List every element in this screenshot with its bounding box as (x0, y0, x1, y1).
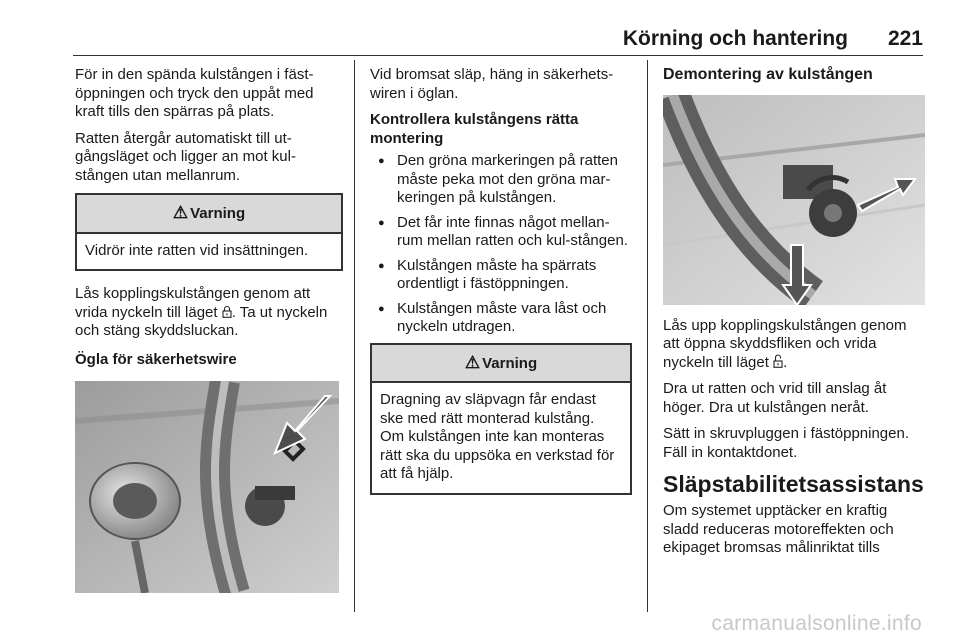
warning-box (75, 193, 343, 271)
warning-header (77, 195, 341, 234)
column-divider-1 (354, 60, 355, 612)
warning-triangle-icon: ⚠ (172, 203, 189, 222)
warning-text: Dragning av släpvagn får endast ske med rätt monterad kulstång. Om kulstången inte kan monteras rätt ska du uppsöka en verkstad för att få hjälp. (380, 391, 615, 482)
paragraph-text: Lås kopplingskulstången genom att vrida nyckeln till läget (75, 285, 311, 321)
paragraph: Ratten återgår automatiskt till ut-gångsläget och ligger an mot kul-stången utan mellanrum. (75, 129, 296, 184)
checklist (370, 152, 632, 337)
list-item: ● Kulstången måste vara låst och nyckeln utdragen. (370, 300, 632, 337)
list-item: ● Den gröna markeringen på ratten måste peka mot den gröna mar-keringen på kulstången. (370, 152, 632, 208)
paragraph-text: Lås upp kopplingskulstången genom att öppna skyddsfliken och vrida nyckeln till läget (663, 316, 907, 371)
paragraph: Sätt in skruvpluggen i fästöppningen. Fäll in kontaktdonet. (663, 425, 909, 461)
column-2 (370, 66, 632, 509)
section-heading: Släpstabilitetsassistans (663, 471, 924, 497)
page-number: 221 (887, 27, 923, 50)
photo-safety-wire-eyelet (75, 381, 339, 593)
list-item: ● Det får inte finnas något mellan-rum mellan ratten och kul-stången. (370, 214, 632, 251)
warning-triangle-icon: ⚠ (464, 352, 481, 372)
warning-title: Varning (190, 205, 246, 222)
subheading: Kontrollera kulstångens rätta montering (370, 111, 579, 147)
padlock-closed-icon (222, 305, 232, 318)
subheading: Demontering av kulstången (663, 66, 873, 83)
paragraph (663, 317, 927, 373)
paragraph (75, 285, 343, 341)
section-title: Körning och hantering (622, 27, 848, 50)
photo-ball-bar-removal (663, 95, 925, 305)
paragraph: För in den spända kulstången i fäst-öppningen och tryck den uppåt med kraft tills den spärras på plats. (75, 66, 314, 120)
header-rule (73, 55, 923, 56)
padlock-open-icon (773, 354, 783, 368)
paragraph: Dra ut ratten och vrid till anslag åt höger. Dra ut kulstången neråt. (663, 380, 887, 416)
column-3 (663, 66, 927, 566)
column-divider-2 (647, 60, 648, 612)
warning-box (370, 343, 632, 495)
column-1 (75, 66, 343, 593)
paragraph: Vid bromsat släp, häng in säkerhets-wiren i öglan. (370, 66, 614, 102)
warning-header (372, 345, 630, 384)
paragraph-text: . Ta ut nyckeln och stäng skyddsluckan. (75, 303, 328, 339)
subheading: Ögla för säkerhetswire (75, 350, 237, 368)
list-item: ● Kulstången måste ha spärrats ordentligt i fästöppningen. (370, 257, 632, 294)
paragraph: Om systemet upptäcker en kraftig sladd reduceras motoreffekten och ekipaget bromsas målinriktat tills (663, 502, 894, 556)
watermark: carmanualsonline.info (711, 612, 922, 635)
warning-title: Varning (482, 354, 538, 372)
warning-text: Vidrör inte ratten vid insättningen. (85, 241, 309, 259)
paragraph-text: . (783, 353, 788, 371)
